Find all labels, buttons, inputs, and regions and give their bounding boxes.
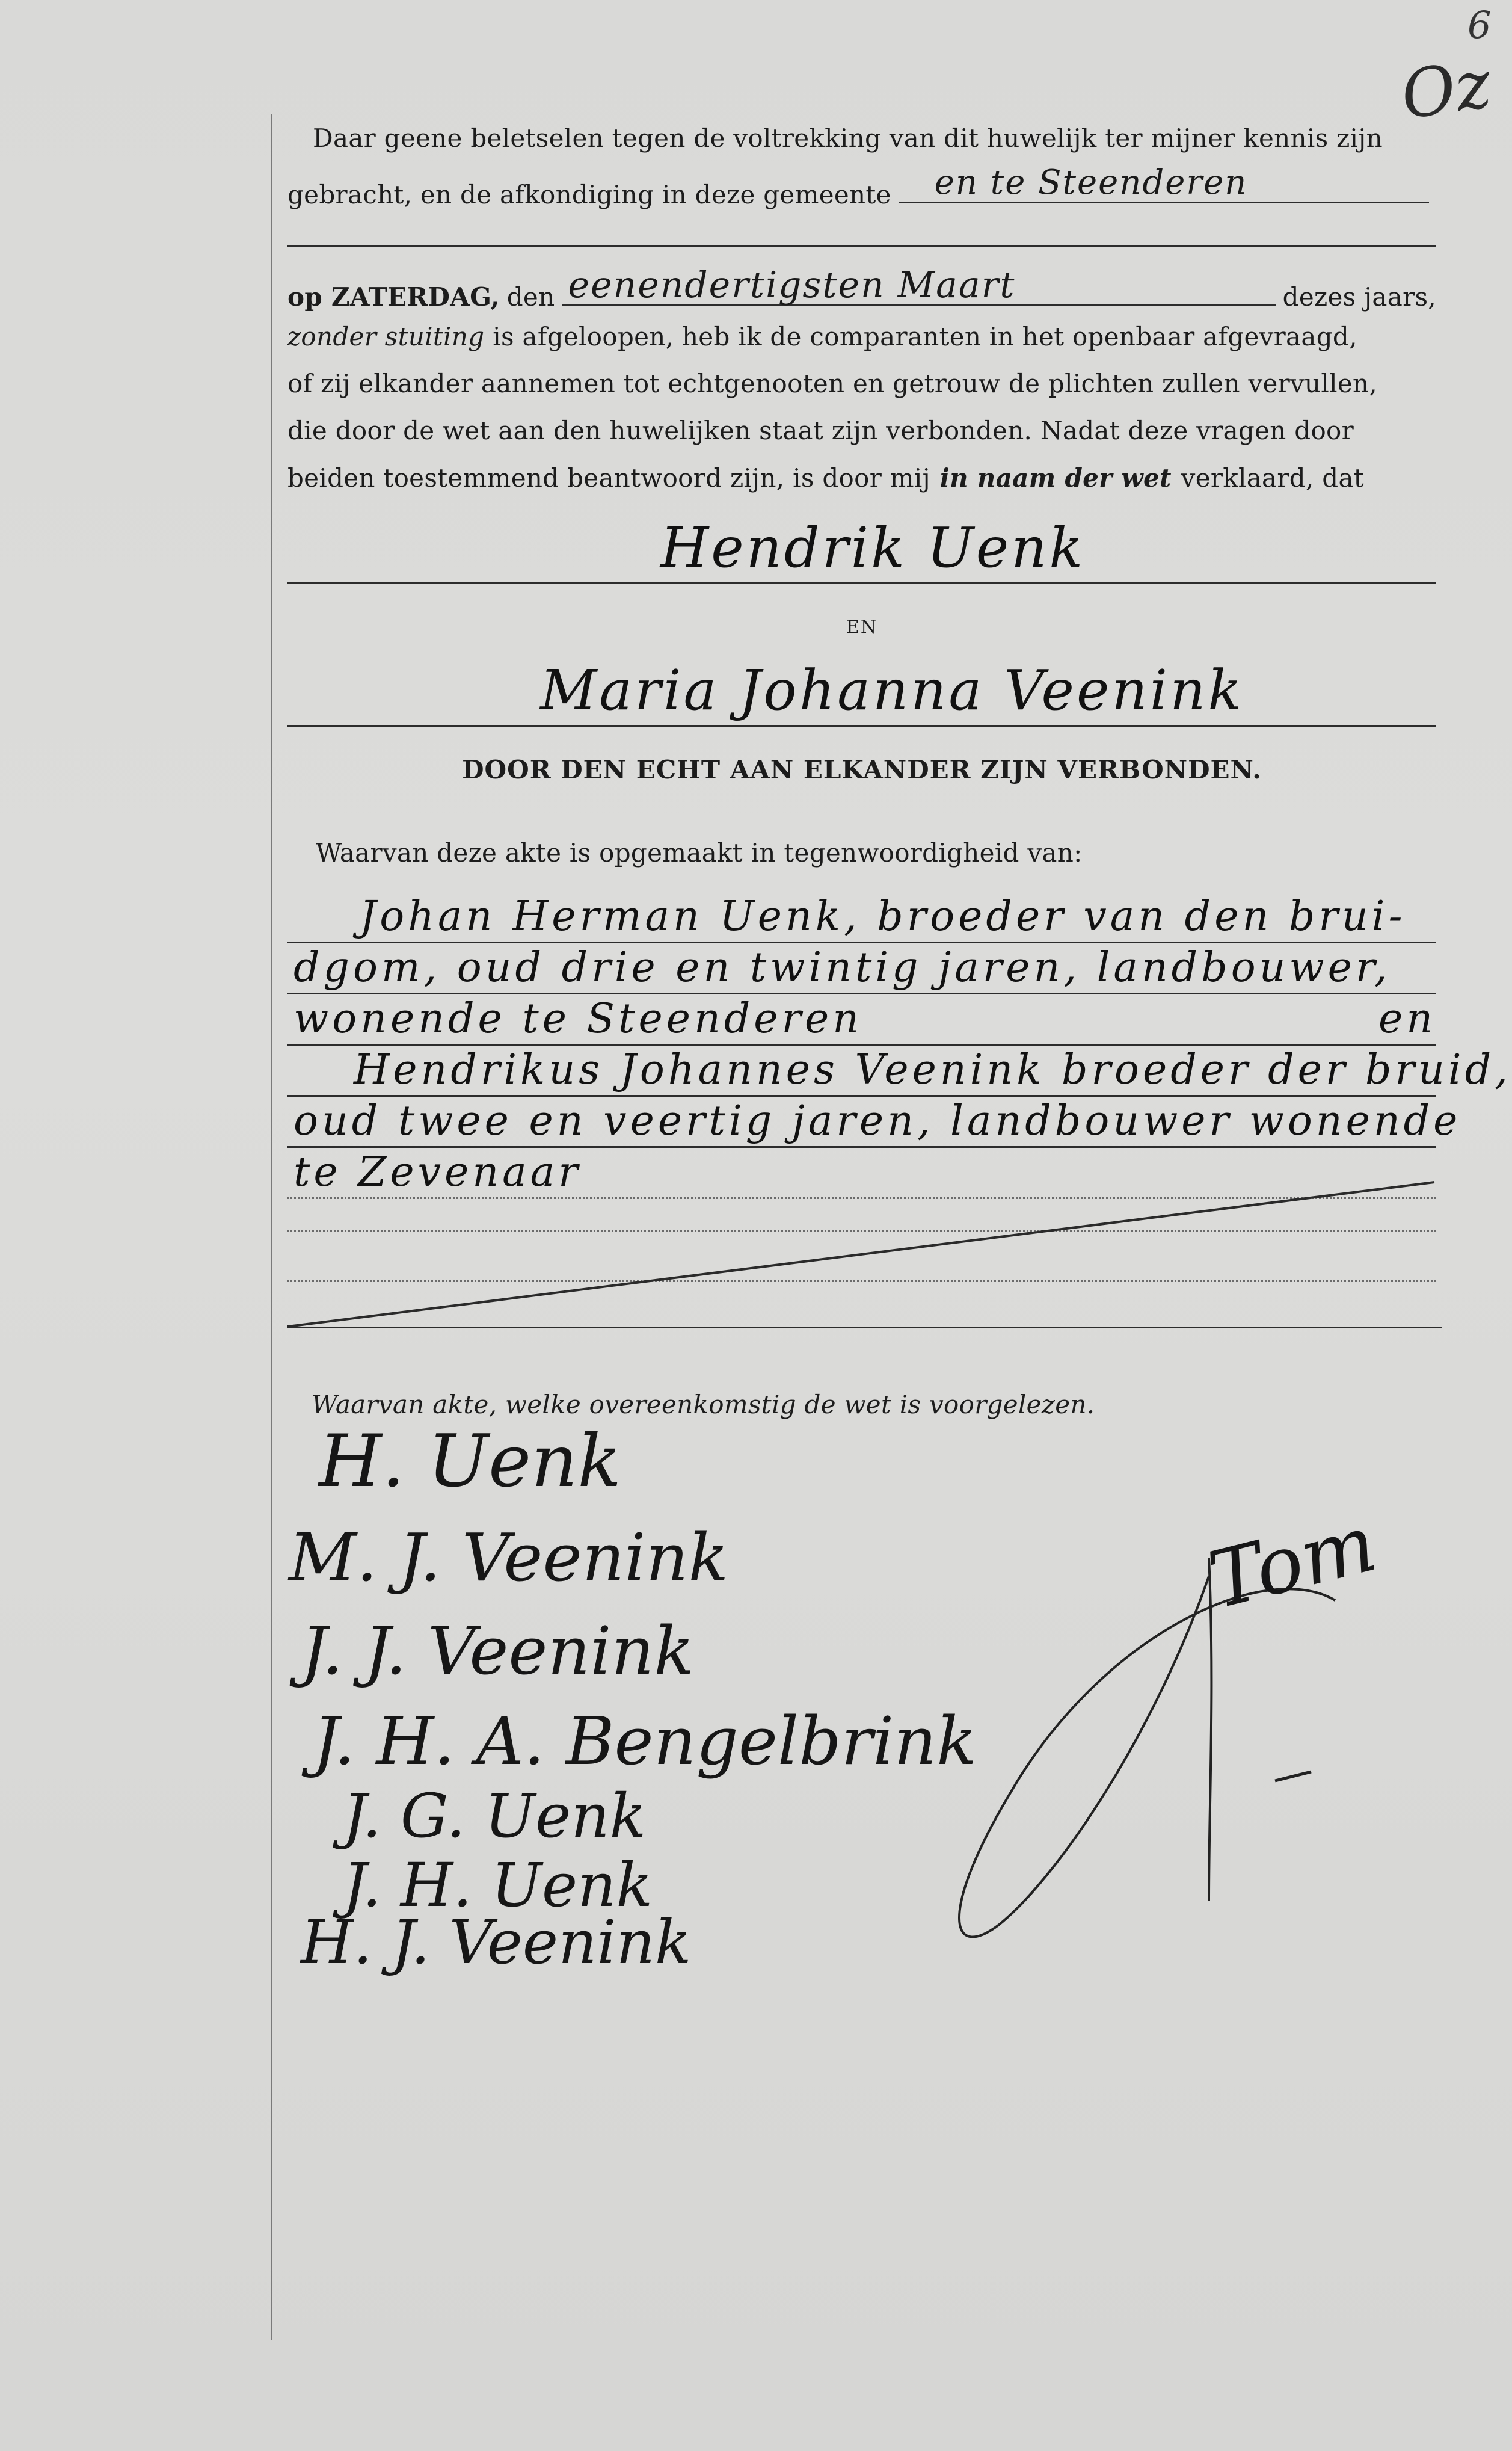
closing-text: Waarvan akte, welke overeenkomstig de wet is voorgelezen.: [312, 1390, 1095, 1419]
zonder-stuiting: zonder stuiting: [287, 322, 485, 351]
body-text-6: die door de wet aan den huwelijken staat zijn verbonden. Nadat deze vragen door: [287, 416, 1354, 445]
signature-7: H. J. Veenink: [301, 1907, 692, 1978]
in-naam-der-wet: in naam der wet: [939, 463, 1172, 493]
signature-1: H. Uenk: [319, 1420, 622, 1503]
signature-5: J. G. Uenk: [343, 1781, 647, 1851]
conjunction-en: EN: [846, 617, 878, 638]
marriage-statement: DOOR DEN ECHT AAN ELKANDER ZIJN VERBONDEN.: [462, 755, 1262, 785]
witness-text-6: te Zevenaar: [293, 1148, 582, 1196]
signature-2: M. J. Veenink: [289, 1519, 729, 1596]
witness-text-1: Johan Herman Uenk, broeder van den brui-: [360, 893, 1406, 940]
page-number: 6: [1467, 3, 1492, 47]
witnesses-intro: Waarvan deze akte is opgemaakt in tegenwoordigheid van:: [316, 838, 1083, 868]
intro-text-2: gebracht, en de afkondiging in deze gemeente: [287, 180, 891, 209]
groom-name: Hendrik Uenk: [660, 516, 1086, 580]
signature-4: J. H. A. Bengelbrink: [313, 1703, 977, 1780]
date-den: den: [506, 282, 555, 312]
witness-text-5: oud twee en veertig jaren, landbouwer wonende: [293, 1097, 1461, 1145]
body-text-7a: beiden toestemmend beantwoord zijn, is door mij: [287, 463, 930, 493]
witness-text-4: Hendrikus Johannes Veenink broeder der bruid,: [354, 1046, 1511, 1094]
date-weekday: op ZATERDAG,: [287, 282, 500, 312]
cancel-diagonal-stroke: [287, 1182, 1434, 1327]
intro-text-1: Daar geene beletselen tegen de voltrekking van dit huwelijk ter mijner kennis zijn: [313, 123, 1383, 153]
municipality-handwritten: en te Steenderen: [934, 163, 1248, 202]
date-handwritten: eenendertigsten Maart: [568, 264, 1016, 306]
signature-3: J. J. Veenink: [301, 1612, 695, 1689]
registrar-flourish-dash: [1275, 1772, 1311, 1781]
witness-text-2: dgom, oud drie en twintig jaren, landbouwer,: [293, 944, 1391, 991]
registrar-flourish-stem: [1209, 1558, 1211, 1901]
body-text-4: is afgeloopen, heb ik de comparanten in het openbaar afgevraagd,: [493, 322, 1357, 351]
registrar-signature: Tom: [1200, 1497, 1385, 1627]
witness-text-3: wonende te Steenderen: [293, 995, 863, 1043]
witness-text-3-suffix: en: [1378, 995, 1436, 1043]
date-suffix: dezes jaars,: [1282, 282, 1436, 312]
bride-name: Maria Johanna Veenink: [540, 658, 1244, 723]
signature-6: J. H. Uenk: [343, 1850, 653, 1920]
registrar-flourish-loop: [959, 1576, 1335, 1937]
body-text-7b: verklaard, dat: [1181, 463, 1364, 493]
corner-handwritten-mark: Oz: [1396, 45, 1496, 134]
body-text-5: of zij elkander aannemen tot echtgenooten en getrouw de plichten zullen vervullen,: [287, 369, 1378, 398]
